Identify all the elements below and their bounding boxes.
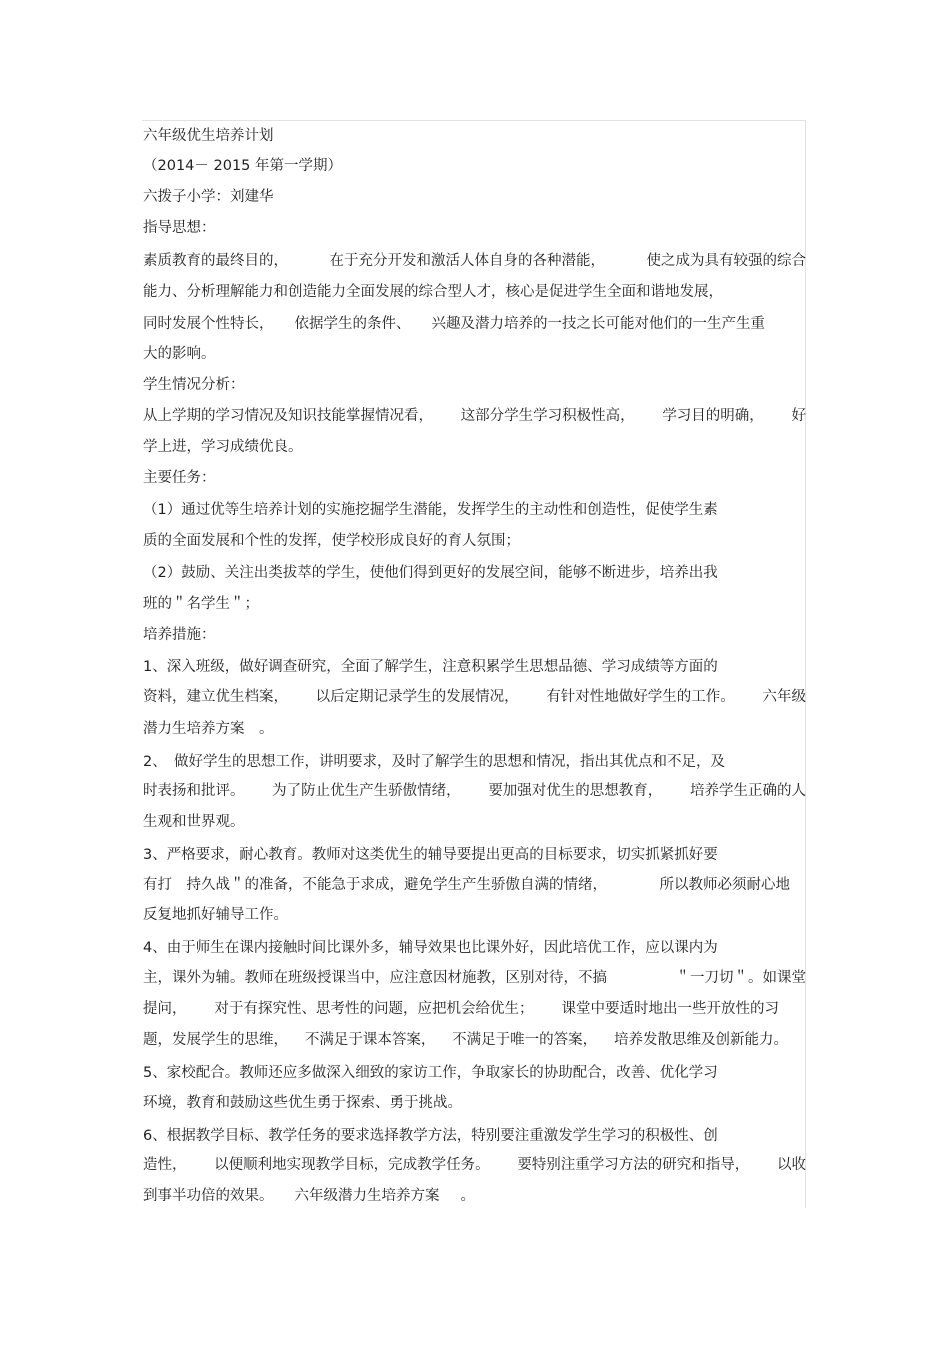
measures-line-9: 反复地抓好辅导工作。 [143,907,288,923]
document-title: 六年级优生培养计划 [143,128,274,144]
measures-line-11: 主，课外为辅。教师在班级授课当中，应注意因材施教，区别对待，不搞 ＂一刀切＂。如课堂 [143,970,806,986]
measures-line-17: 造性， 以便顺利地实现教学目标，完成教学任务。 要特别注重学习方法的研究和指导， 以收 [143,1157,806,1173]
measures-line-4: 2、 做好学生的思想工作，讲明要求，及时了解学生的思想和情况，指出其优点和不足，及 [143,754,725,770]
section-heading-main-tasks: 主要任务： [143,470,216,486]
main-tasks-line-2: 质的全面发展和个性的发挥，使学校形成良好的育人氛围； [143,533,520,549]
measures-line-15: 环境，教育和鼓励这些优生勇于探索、勇于挑战。 [143,1095,462,1111]
main-tasks-line-1: （1）通过优等生培养计划的实施挖掘学生潜能，发挥学生的主动性和创造性，促使学生素 [143,502,718,518]
measures-line-18: 到事半功倍的效果。 六年级潜力生培养方案 。 [143,1188,475,1204]
measures-line-10: 4、由于师生在课内接触时间比课外多，辅导效果也比课外好，因此培优工作，应以课内为 [143,940,718,956]
measures-line-16: 6、根据教学目标、教学任务的要求选择教学方法，特别要注重激发学生学习的积极性、创 [143,1128,718,1144]
measures-line-7: 3、严格要求，耐心教育。教师对这类优生的辅导要提出更高的目标要求，切实抓紧抓好要 [143,847,718,863]
measures-line-8: 有打 持久战＂的准备，不能急于求成，避免学生产生骄傲自满的情绪， 所以教师必须耐心地 [143,877,790,893]
section-heading-measures: 培养措施： [143,627,216,643]
measures-line-2: 资料，建立优生档案， 以后定期记录学生的发展情况， 有针对性地做好学生的工作。 六年级 [143,689,806,705]
main-tasks-line-3: （2）鼓励、关注出类拔萃的学生，使他们得到更好的发展空间，能够不断进步，培养出我 [143,565,718,581]
section-heading-guiding-thought: 指导思想： [143,220,216,236]
guiding-thought-line-4: 大的影响。 [143,346,216,362]
section-heading-student-analysis: 学生情况分析： [143,377,245,393]
document-term: （2014－ 2015 年第一学期） [143,158,343,174]
measures-line-5: 时表扬和批评。 为了防止优生产生骄傲情绪， 要加强对优生的思想教育， 培养学生正确的人 [143,783,806,799]
measures-line-3: 潜力生培养方案 。 [143,721,274,737]
guiding-thought-line-1: 素质教育的最终目的， 在于充分开发和激活人体自身的各种潜能， 使之成为具有较强的综合 [143,253,806,269]
measures-line-13: 题，发展学生的思维， 不满足于课本答案， 不满足于唯一的答案， 培养发散思维及创新能力。 [143,1032,788,1048]
measures-line-6: 生观和世界观。 [143,814,245,830]
student-analysis-line-2: 学上进，学习成绩优良。 [143,439,303,455]
measures-line-1: 1、深入班级，做好调查研究，全面了解学生，注意积累学生思想品德、学习成绩等方面的 [143,659,718,675]
guiding-thought-line-3: 同时发展个性特长， 依据学生的条件、 兴趣及潜力培养的一技之长可能对他们的一生产生重 [143,316,765,332]
student-analysis-line-1: 从上学期的学习情况及知识技能掌握情况看， 这部分学生学习积极性高， 学习目的明确， 好 [143,408,806,424]
measures-line-14: 5、家校配合。教师还应多做深入细致的家访工作，争取家长的协助配合，改善、优化学习 [143,1065,718,1081]
measures-line-12: 提问， 对于有探究性、思考性的问题，应把机会给优生； 课堂中要适时地出一些开放性的习 [143,1001,779,1017]
document-author: 六拨子小学：刘建华 [143,189,274,205]
guiding-thought-line-2: 能力、分析理解能力和创造能力全面发展的综合型人才，核心是促进学生全面和谐地发展， [143,284,723,300]
main-tasks-line-4: 班的＂名学生＂； [143,596,259,612]
